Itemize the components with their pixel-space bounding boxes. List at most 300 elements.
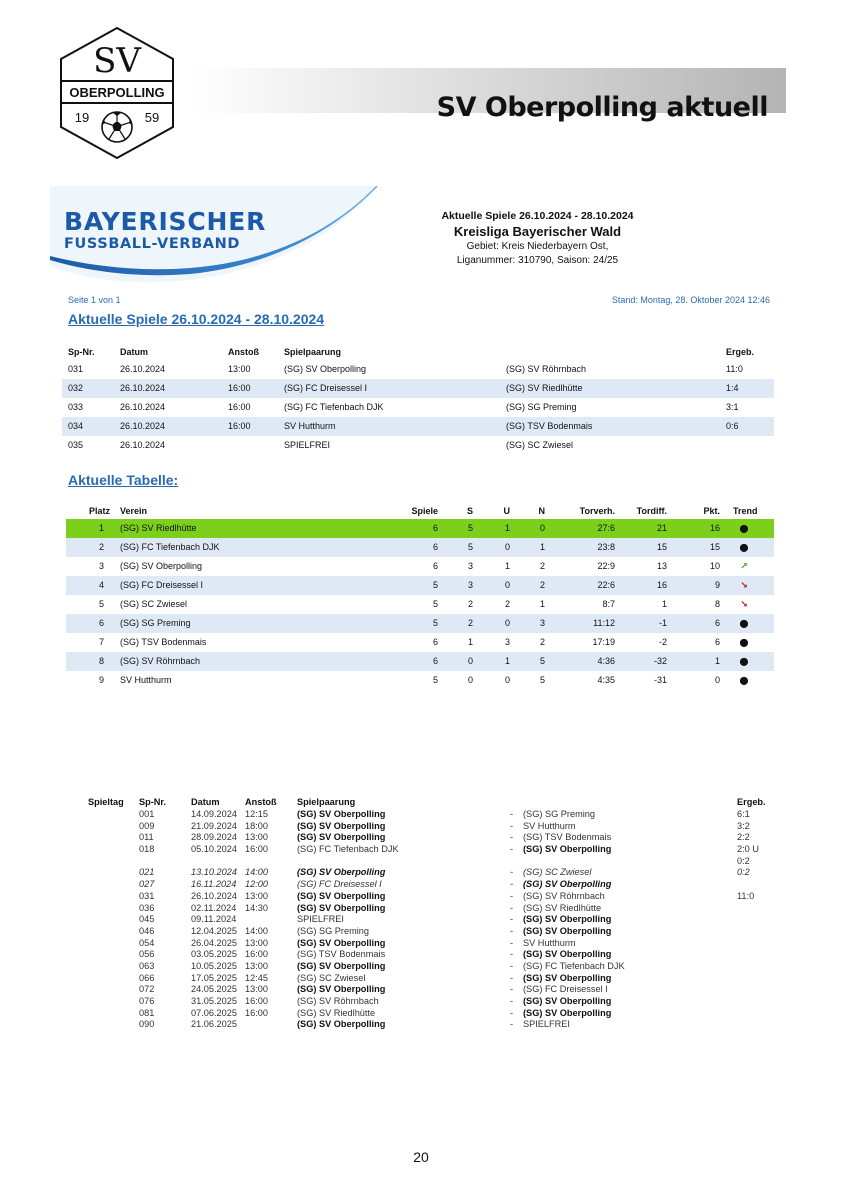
header-n: N [538,506,545,516]
match-home-team: SPIELFREI [297,914,344,925]
match-separator: - [510,960,514,971]
goals: 8:7 [602,599,615,609]
match-away-team: (SG) SV Oberpolling [523,972,612,983]
match-home-team: (SG) SV Oberpolling [297,809,386,819]
table-header [62,344,774,360]
club-year-left: 19 [74,110,90,125]
match-time: 16:00 [245,996,268,1006]
wins: 1 [467,637,473,647]
match-nr: 011 [139,832,154,843]
goal-diff: 15 [656,542,667,552]
list-item [80,984,780,996]
table-row [66,671,774,690]
header-platz: Platz [88,506,110,516]
header-pkt: Pkt. [703,506,720,516]
match-time: 14:00 [245,925,268,936]
goals: 4:35 [597,675,615,685]
game-date: 26.10.2024 [120,440,166,450]
match-time: 16:00 [245,844,268,855]
game-nr: 032 [68,383,84,393]
wins: 5 [467,523,473,533]
match-result: 11:0 [737,890,755,901]
draws: 0 [504,675,510,685]
losses: 0 [539,523,545,533]
match-away-team: (SG) SC Zwiesel [523,867,592,878]
team-name: (SG) SV Oberpolling [120,561,203,571]
game-date: 26.10.2024 [120,421,166,431]
header-spieltag: Spieltag [88,797,124,807]
table-row [62,398,774,417]
losses: 1 [539,599,545,609]
match-date: 16.11.2024 [191,879,237,890]
list-item [80,961,780,973]
goal-diff: -31 [653,675,667,685]
goal-diff: -2 [658,637,667,647]
match-time: 14:00 [245,867,268,878]
header-pairing: Spielpaarung [297,797,356,807]
match-away-team: SV Hutthurm [523,820,576,831]
list-item [80,1019,780,1031]
club-name: OBERPOLLING [69,85,165,100]
game-result: 11:0 [726,364,743,374]
list-item [80,809,780,821]
rank: 2 [98,542,104,552]
wins: 3 [467,561,473,571]
game-away-team: (SG) SV Riedlhütte [506,383,583,393]
losses: 2 [539,561,545,571]
team-name: (SG) SV Riedlhütte [120,523,197,533]
rank: 1 [98,523,104,533]
match-away-team: (SG) SG Preming [523,809,595,819]
table-row [66,538,774,557]
match-away-team: (SG) SV Oberpolling [523,996,612,1006]
game-home-team: (SG) FC Dreisessel I [284,383,368,393]
standings-table [66,505,774,690]
match-separator: - [510,832,514,843]
team-name: (SG) FC Dreisessel I [120,580,204,590]
match-home-team: (SG) FC Tiefenbach DJK [297,844,399,855]
list-item [80,856,780,868]
team-name: (SG) TSV Bodenmais [120,637,207,647]
table-row [66,652,774,671]
header-time: Anstoß [228,347,259,357]
match-time: 13:00 [245,832,268,843]
match-date: 21.06.2025 [191,1019,237,1030]
points: 15 [709,542,720,552]
draws: 1 [504,656,510,666]
games-played: 6 [432,656,438,666]
match-date: 02.11.2024 [191,902,237,913]
trend-same-icon: ⬤ [739,657,749,666]
team-name: (SG) FC Tiefenbach DJK [120,542,220,552]
current-games-title: Aktuelle Spiele 26.10.2024 - 28.10.2024 [68,311,325,327]
game-home-team: (SG) SV Oberpolling [284,364,367,374]
match-time: 13:00 [245,937,268,948]
match-away-team: (SG) FC Dreisessel I [523,984,608,995]
games-played: 6 [432,561,438,571]
game-away-team: (SG) SV Röhrnbach [506,364,587,374]
points: 0 [714,675,720,685]
list-item [80,844,780,856]
games-played: 6 [432,542,438,552]
table-row [62,436,774,455]
list-item [80,1008,780,1020]
games-played: 6 [432,523,438,533]
match-date: 26.04.2025 [191,937,237,948]
match-separator: - [510,890,514,901]
match-away-team: (SG) SV Röhrnbach [523,890,605,901]
match-nr: 054 [139,937,155,948]
points: 6 [714,618,720,628]
rank: 8 [98,656,104,666]
match-time: 12:45 [245,972,268,983]
season-schedule [80,797,780,1031]
goal-diff: 1 [661,599,667,609]
goal-diff: 13 [656,561,667,571]
match-nr: 021 [139,867,155,878]
goal-diff: -1 [658,618,667,628]
list-item [80,879,780,891]
losses: 3 [539,618,545,628]
match-result: 0:2 [737,855,750,866]
league-area: Gebiet: Kreis Niederbayern Ost, [466,241,609,252]
table-row [66,633,774,652]
game-time: 16:00 [228,402,251,412]
match-home-team: (SG) SV Oberpolling [297,1019,386,1030]
match-date: 31.05.2025 [191,996,237,1006]
match-separator: - [510,925,514,936]
goals: 11:12 [593,618,615,628]
list-item [80,891,780,903]
match-away-team: (SG) SV Oberpolling [523,879,612,890]
rank: 3 [98,561,104,571]
bfv-line2: FUSSBALL-VERBAND [64,236,240,252]
header-date: Datum [120,347,149,357]
match-separator: - [510,902,514,913]
match-time: 12:15 [245,809,268,819]
match-date: 17.05.2025 [191,972,237,983]
table-header [80,797,780,809]
match-away-team: (SG) SV Oberpolling [523,844,612,855]
game-time: 16:00 [228,383,251,393]
table-row [62,360,774,379]
team-name: (SG) SV Röhrnbach [120,656,201,666]
game-nr: 031 [68,364,84,374]
match-home-team: (SG) SV Oberpolling [297,937,386,948]
header-pairing: Spielpaarung [284,347,342,357]
match-away-team: (SG) FC Tiefenbach DJK [523,960,625,971]
points: 9 [714,580,720,590]
losses: 5 [539,675,545,685]
game-away-team: (SG) SC Zwiesel [506,440,574,450]
match-nr: 036 [139,902,155,913]
list-item [80,926,780,938]
match-nr: 046 [139,925,155,936]
goals: 27:6 [597,523,615,533]
page-info: Seite 1 von 1 [68,295,121,305]
table-row [66,576,774,595]
match-separator: - [510,949,514,960]
match-date: 12.04.2025 [191,925,237,936]
standings-title: Aktuelle Tabelle: [68,472,179,488]
losses: 1 [539,542,545,552]
trend-same-icon: ⬤ [739,676,749,685]
match-separator: - [510,996,514,1006]
soccer-ball-icon [102,112,132,142]
header-s: S [466,506,473,516]
list-item [80,914,780,926]
wins: 3 [467,580,473,590]
match-nr: 045 [139,914,155,925]
trend-same-icon: ⬤ [739,543,749,552]
match-date: 24.05.2025 [191,984,237,995]
rank: 7 [98,637,104,647]
club-year-right: 59 [144,110,160,125]
goal-diff: 21 [656,523,667,533]
match-nr: 031 [139,890,155,901]
team-name: (SG) SC Zwiesel [120,599,188,609]
team-name: SV Hutthurm [120,675,172,685]
match-nr: 076 [139,996,155,1006]
match-nr: 027 [139,879,155,890]
header-nr: Sp-Nr. [139,797,167,807]
table-header [66,505,774,518]
match-away-team: SV Hutthurm [523,937,576,948]
match-away-team: SPIELFREI [523,1019,570,1030]
match-separator: - [510,914,514,925]
match-home-team: (SG) TSV Bodenmais [297,949,386,960]
goals: 17:19 [592,637,615,647]
list-item [80,996,780,1008]
game-home-team: SV Hutthurm [284,421,336,431]
match-home-team: (SG) SV Oberpolling [297,832,386,843]
draws: 0 [504,542,510,552]
match-nr: 066 [139,972,155,983]
match-separator: - [510,1019,514,1030]
table-row [66,595,774,614]
match-result: 2:0 U [737,844,759,855]
match-home-team: (SG) SV Röhrnbach [297,996,379,1006]
match-date: 03.05.2025 [191,949,237,960]
match-nr: 063 [139,960,155,971]
losses: 5 [539,656,545,666]
match-away-team: (SG) SV Oberpolling [523,1007,612,1018]
wins: 2 [467,599,473,609]
table-row [66,614,774,633]
bfv-line1: BAYERISCHER [64,207,267,236]
match-home-team: (SG) SC Zwiesel [297,972,366,983]
list-item [80,938,780,950]
match-separator: - [510,1007,514,1018]
match-date: 13.10.2024 [191,867,237,878]
game-nr: 033 [68,402,84,412]
wins: 0 [467,675,473,685]
wins: 5 [467,542,473,552]
table-row [62,417,774,436]
draws: 1 [504,523,510,533]
draws: 0 [504,580,510,590]
trend-same-icon: ⬤ [739,524,749,533]
trend-down-icon: ↘ [740,599,748,609]
losses: 2 [539,580,545,590]
match-time: 13:00 [245,984,268,995]
match-separator: - [510,984,514,995]
league-games-range: Aktuelle Spiele 26.10.2024 - 28.10.2024 [441,210,634,222]
rank: 5 [98,599,104,609]
points: 6 [714,637,720,647]
game-result: 0:6 [726,421,739,431]
table-row [62,379,774,398]
match-separator: - [510,937,514,948]
league-number: Liganummer: 310790, Saison: 24/25 [456,255,619,266]
match-nr: 056 [139,949,155,960]
match-home-team: (SG) SV Oberpolling [297,890,386,901]
match-result: 6:1 [737,809,750,819]
page-title: SV Oberpolling aktuell [436,92,768,123]
goals: 22:9 [597,561,615,571]
match-time: 16:00 [245,1007,268,1018]
game-result: 3:1 [726,402,739,412]
header-torverh: Torverh. [579,506,615,516]
trend-same-icon: ⬤ [739,638,749,647]
rank: 4 [98,580,104,590]
league-name: Kreisliga Bayerischer Wald [453,224,622,239]
match-separator: - [510,867,514,878]
match-away-team: (SG) SV Riedlhütte [523,902,602,913]
match-home-team: (SG) SV Oberpolling [297,867,386,878]
game-nr: 035 [68,440,84,450]
header-date: Datum [191,797,220,807]
header-trend: Trend [733,506,758,516]
wins: 2 [467,618,473,628]
page-number: 20 [413,1149,429,1165]
match-date: 09.11.2024 [191,914,237,925]
match-date: 14.09.2024 [191,809,237,819]
game-date: 26.10.2024 [120,383,166,393]
match-home-team: (SG) SG Preming [297,925,369,936]
points: 8 [714,599,720,609]
header-tordiff: Tordiff. [636,506,667,516]
match-time: 13:00 [245,890,268,901]
match-date: 26.10.2024 [191,890,237,901]
header-result: Ergeb. [726,347,755,357]
trend-down-icon: ↘ [740,580,748,590]
games-played: 5 [432,580,438,590]
match-time: 18:00 [245,820,268,831]
points: 10 [709,561,720,571]
header-time: Anstoß [245,797,277,807]
match-away-team: (SG) SV Oberpolling [523,914,612,925]
match-separator: - [510,844,514,855]
match-time: 12:00 [245,879,268,890]
match-result: 2:2 [737,832,750,843]
match-home-team: (SG) SV Oberpolling [297,820,386,831]
match-separator: - [510,879,514,890]
club-abbr: SV [93,41,141,81]
list-item [80,949,780,961]
match-away-team: (SG) SV Oberpolling [523,949,612,960]
trend-up-icon: ↗ [740,561,748,571]
match-nr: 072 [139,984,155,995]
match-time: 13:00 [245,960,268,971]
header-verein: Verein [120,506,148,516]
game-date: 26.10.2024 [120,364,166,374]
header-nr: Sp-Nr. [68,347,95,357]
header-spiele: Spiele [411,506,438,516]
match-nr: 009 [139,820,155,831]
games-played: 5 [432,675,438,685]
goal-diff: -32 [653,656,667,666]
match-separator: - [510,820,514,831]
game-home-team: (SG) FC Tiefenbach DJK [284,402,384,412]
match-result: 0:2 [737,867,750,878]
match-date: 28.09.2024 [191,832,237,843]
match-nr: 090 [139,1019,155,1030]
draws: 2 [504,599,510,609]
match-home-team: (SG) SV Oberpolling [297,984,386,995]
list-item [80,903,780,915]
games-played: 5 [432,599,438,609]
match-nr: 001 [139,809,155,819]
match-nr: 018 [139,844,155,855]
game-date: 26.10.2024 [120,402,166,412]
draws: 0 [504,618,510,628]
match-separator: - [510,972,514,983]
draws: 3 [504,637,510,647]
game-home-team: SPIELFREI [284,440,331,450]
header-u: U [503,506,510,516]
match-home-team: (SG) SV Oberpolling [297,960,386,971]
team-name: (SG) SG Preming [120,618,191,628]
match-nr: 081 [139,1007,155,1018]
match-home-team: (SG) SV Riedlhütte [297,1007,376,1018]
match-home-team: (SG) SV Oberpolling [297,902,386,913]
goals: 4:36 [597,656,615,666]
match-result: 3:2 [737,820,750,831]
list-item [80,973,780,985]
goal-diff: 16 [656,580,667,590]
list-item [80,832,780,844]
wins: 0 [467,656,473,666]
table-row [66,557,774,576]
rank: 9 [98,675,104,685]
club-logo [58,26,176,160]
current-games-table [62,344,774,455]
points: 1 [714,656,720,666]
header-result: Ergeb. [737,797,766,807]
game-nr: 034 [68,421,84,431]
list-item [80,821,780,833]
games-played: 5 [432,618,438,628]
games-played: 6 [432,637,438,647]
match-date: 07.06.2025 [191,1007,237,1018]
match-away-team: (SG) TSV Bodenmais [523,832,612,843]
goals: 22:6 [597,580,615,590]
bfv-logo [50,186,378,286]
match-time: 14:30 [245,902,268,913]
match-away-team: (SG) SV Oberpolling [523,925,612,936]
table-row [66,519,774,538]
rank: 6 [98,618,104,628]
stand-timestamp: Stand: Montag, 28. Oktober 2024 12:46 [611,295,770,305]
match-time: 16:00 [245,949,268,960]
match-separator: - [510,809,514,819]
game-away-team: (SG) TSV Bodenmais [506,421,593,431]
goals: 23:8 [597,542,615,552]
losses: 2 [539,637,545,647]
game-result: 1:4 [726,383,739,393]
game-away-team: (SG) SG Preming [506,402,577,412]
